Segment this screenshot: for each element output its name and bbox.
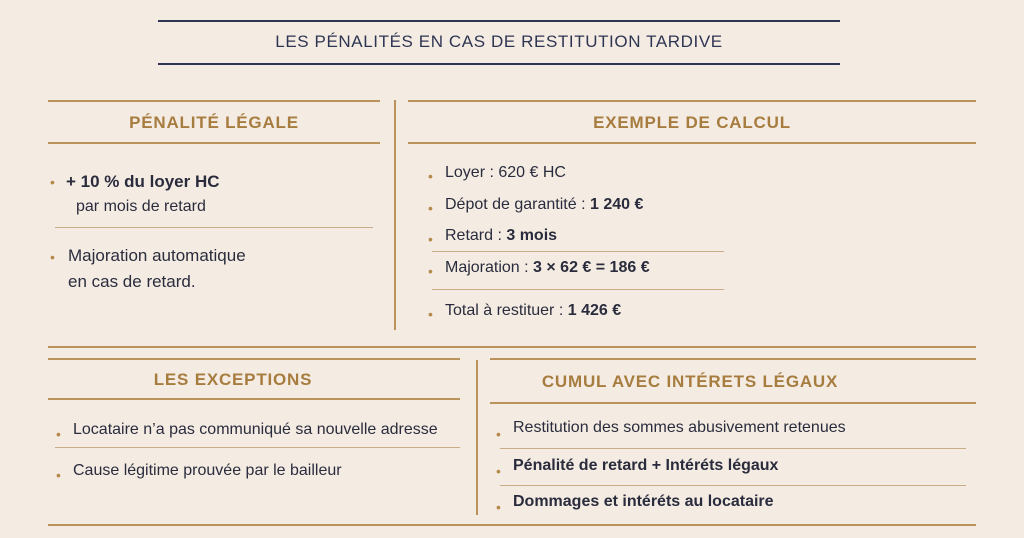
penalite-item2-line2: en cas de retard. <box>68 272 196 291</box>
loyer-label: Loyer : <box>445 164 499 181</box>
title-bottom-rule <box>158 63 840 65</box>
exceptions-title-rule <box>48 398 460 400</box>
penalite-divider <box>55 227 373 228</box>
retard-divider <box>432 251 724 252</box>
exemple-title-rule <box>408 142 976 144</box>
cumul-top-rule <box>490 358 976 360</box>
exceptions-item2: Cause légitime prouvée par le bailleur <box>73 462 342 479</box>
bottom-vertical-divider <box>476 360 478 515</box>
bullet-icon: • <box>56 426 61 442</box>
bullet-icon: • <box>428 200 433 216</box>
exceptions-item1: Locataire n’a pas communiqué sa nouvelle adresse <box>73 421 438 438</box>
bullet-icon: • <box>496 499 501 515</box>
cumul-item3: Dommages et intéréts au locataire <box>513 493 774 510</box>
bullet-icon: • <box>496 463 501 479</box>
retard-value: 3 mois <box>506 227 558 244</box>
penalite-item2-line1: Majoration automatique <box>68 246 246 265</box>
cumul-divider-2 <box>500 485 966 486</box>
exemple-top-rule <box>408 100 976 102</box>
cumul-item1: Restitution des sommes abusivement retenues <box>513 419 846 436</box>
majoration-label: Majoration : <box>445 259 534 276</box>
majoration-row <box>445 259 650 277</box>
cumul-title: CUMUL AVEC INTÉRETS LÉGAUX <box>541 372 839 391</box>
loyer-value: 620 € HC <box>498 164 566 181</box>
depot-row <box>445 196 643 214</box>
penalite-item1-line1: + 10 % du loyer HC <box>66 172 220 191</box>
middle-separator <box>48 346 976 348</box>
bullet-icon: • <box>496 426 501 442</box>
total-row <box>445 302 621 320</box>
penalite-title-rule <box>48 142 380 144</box>
exceptions-title: LES EXCEPTIONS <box>153 370 313 389</box>
majoration-value: 3 × 62 € = 186 € <box>533 259 650 276</box>
majoration-divider <box>432 289 724 290</box>
bullet-icon: • <box>50 174 55 190</box>
top-vertical-divider <box>394 100 396 330</box>
exceptions-top-rule <box>48 358 460 360</box>
penalite-top-rule <box>48 100 380 102</box>
bullet-icon: • <box>428 306 433 322</box>
bullet-icon: • <box>428 263 433 279</box>
total-label: Total à restituer : <box>445 302 568 319</box>
depot-label: Dépot de garantité : <box>445 196 590 213</box>
bullet-icon: • <box>428 231 433 247</box>
retard-label: Retard : <box>445 227 507 244</box>
cumul-item2: Pénalité de retard + Intéréts légaux <box>513 457 779 474</box>
penalite-item1-line2: par mois de retard <box>76 198 206 215</box>
bottom-rule <box>48 524 976 526</box>
exceptions-divider <box>55 447 460 448</box>
retard-row <box>445 227 557 245</box>
loyer-row <box>445 164 566 182</box>
exemple-title: EXEMPLE DE CALCUL <box>593 113 791 132</box>
page-title: LES PÉNALITÉS EN CAS DE RESTITUTION TARDIVE <box>275 32 723 51</box>
depot-value: 1 240 € <box>589 196 644 213</box>
bullet-icon: • <box>50 249 55 265</box>
total-value: 1 426 € <box>567 302 622 319</box>
penalite-title: PÉNALITÉ LÉGALE <box>129 113 299 132</box>
cumul-divider-1 <box>500 448 966 449</box>
cumul-title-rule <box>490 402 976 404</box>
bullet-icon: • <box>428 168 433 184</box>
bullet-icon: • <box>56 467 61 483</box>
